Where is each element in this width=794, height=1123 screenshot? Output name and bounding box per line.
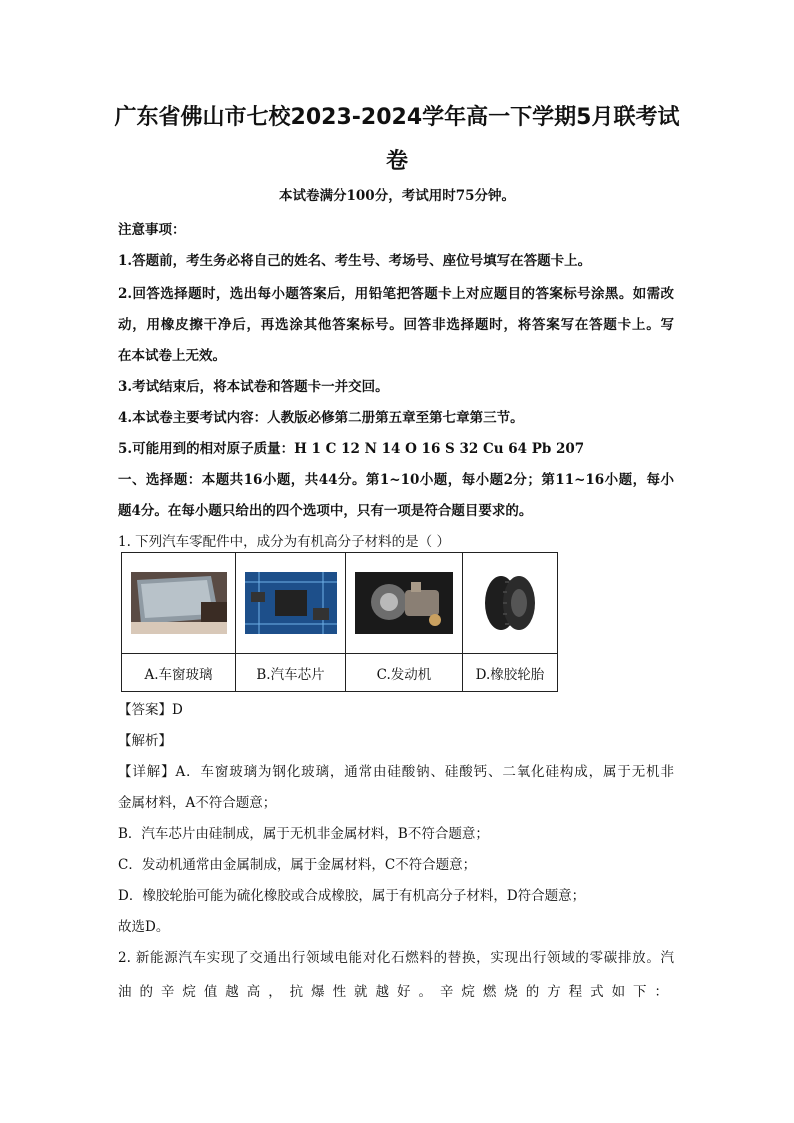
note-2-line-3: 在本试卷上无效。 [118, 348, 226, 364]
engine-image [355, 572, 453, 634]
option-c-image-cell [346, 553, 463, 654]
tire-image [479, 572, 541, 634]
exam-title [100, 96, 694, 184]
car-window-image [131, 572, 227, 634]
title-line-2: 卷 [385, 149, 408, 174]
option-b-label: B.汽车芯片 [236, 654, 346, 692]
option-c-label: C.发动机 [346, 654, 463, 692]
chip-image [245, 572, 337, 634]
exam-subtitle: 本试卷满分100分，考试用时75分钟。 [279, 188, 515, 204]
question-1-stem: 1. 下列汽车零配件中，成分为有机高分子材料的是（ ） [118, 534, 450, 550]
option-d-image-cell [463, 553, 558, 654]
question-2-line-1: 2. 新能源汽车实现了交通出行领域电能对化石燃料的替换，实现出行领域的零碳排放。汽 [118, 950, 674, 966]
note-4: 4.本试卷主要考试内容：人教版必修第二册第五章至第七章第三节。 [118, 410, 524, 426]
question-1-detail-line-2: 金属材料，A不符合题意； [118, 795, 277, 811]
question-1-detail-b: B．汽车芯片由硅制成，属于无机非金属材料，B不符合题意； [118, 826, 489, 842]
question-1-detail-line-1: 【详解】A．车窗玻璃为钢化玻璃，通常由硅酸钠、硅酸钙、二氧化硅构成，属于无机非 [118, 764, 674, 780]
section-1-line-1: 一、选择题：本题共16小题，共44分。第1~10小题，每小题2分；第11~16小题，每小 [118, 472, 674, 488]
question-1-detail-d: D．橡胶轮胎可能为硫化橡胶或合成橡胶，属于有机高分子材料，D符合题意； [118, 888, 586, 904]
question-1-answer: 【答案】D [118, 702, 183, 718]
option-a-image-cell [122, 553, 236, 654]
note-3: 3.考试结束后，将本试卷和答题卡一并交回。 [118, 379, 389, 395]
question-2-line-2: 油的辛烷值越高，抗爆性就越好。辛烷燃烧的方程式如下： [118, 984, 674, 1000]
title-line-1: 广东省佛山市七校2023-2024学年高一下学期5月联考试 [114, 105, 680, 130]
option-d-label: D.橡胶轮胎 [463, 654, 558, 692]
notes-heading: 注意事项： [118, 222, 186, 238]
note-5: 5.可能用到的相对原子质量：H 1 C 12 N 14 O 16 S 32 Cu 64 Pb 207 [118, 441, 585, 457]
section-1-line-2: 题4分。在每小题只给出的四个选项中，只有一项是符合题目要求的。 [118, 503, 533, 519]
question-1-analysis-heading: 【解析】 [118, 733, 172, 749]
note-2-line-2: 动，用橡皮擦干净后，再选涂其他答案标号。回答非选择题时，将答案写在答题卡上。写 [118, 317, 674, 333]
option-a-label: A.车窗玻璃 [122, 654, 236, 692]
question-1-options-table [121, 552, 558, 692]
question-1-conclusion: 故选D。 [118, 919, 170, 935]
option-b-image-cell [236, 553, 346, 654]
question-1-detail-c: C．发动机通常由金属制成，属于金属材料，C不符合题意； [118, 857, 477, 873]
note-2-line-1: 2.回答选择题时，选出每小题答案后，用铅笔把答题卡上对应题目的答案标号涂黑。如需改 [118, 286, 674, 302]
note-1: 1.答题前，考生务必将自己的姓名、考生号、考场号、座位号填写在答题卡上。 [118, 253, 592, 269]
